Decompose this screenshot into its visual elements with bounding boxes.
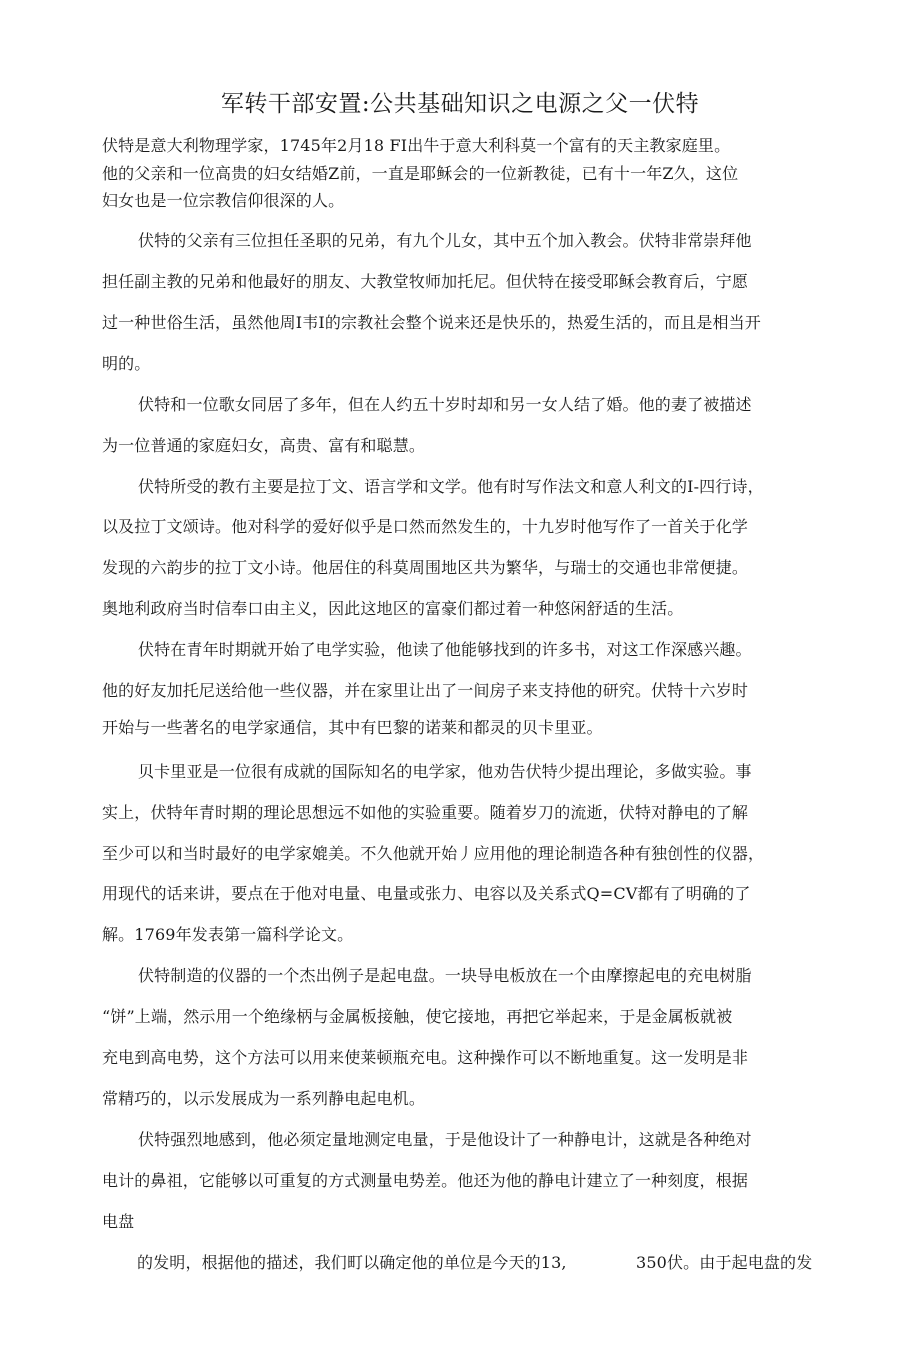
paragraph-first-line: 伏特和一位歌女同居了多年，但在人约五十岁时却和另一女人结了婚。他的妻了被描述 xyxy=(138,395,752,414)
text-line: 他的父亲和一位高贵的妇女结婚Z前，一直是耶稣会的一位新教徒，已有十一年Z久，这位 xyxy=(102,164,739,183)
text-line: 常精巧的，以示发展成为一系列静电起电机。 xyxy=(102,1089,426,1108)
text-line: 开始与一些著名的电学家通信，其中有巴黎的诺莱和都灵的贝卡里亚。 xyxy=(102,718,603,737)
paragraph-first-line: 伏特强烈地感到，他必须定量地测定电量，于是他设计了一种静电计，这就是各种绝对 xyxy=(138,1130,752,1149)
text-line: 电盘 xyxy=(102,1212,135,1231)
text-line: 以及拉丁文颂诗。他对科学的爱好似乎是口然而然发生的，十九岁时他写作了一首关于化学 xyxy=(102,517,749,536)
paragraph-first-line: 伏特的父亲有三位担任圣职的兄弟，有九个儿女，其中五个加入教会。伏特非常崇拜他 xyxy=(138,231,752,250)
text-line: 明的。 xyxy=(102,354,151,373)
text-line: 350伏。由于起电盘的发 xyxy=(636,1253,813,1272)
paragraph-first-line: 伏特制造的仪器的一个杰出例子是起电盘。一块导电板放在一个由摩擦起电的充电树脂 xyxy=(138,966,752,985)
text-line: 为一位普通的家庭妇女，高贵、富有和聪慧。 xyxy=(102,436,426,455)
text-line: 至少可以和当时最好的电学家媲美。不久他就开始丿应用他的理论制造各种有独创性的仪器， xyxy=(102,844,765,863)
text-line: 用现代的话来讲，要点在于他对电量、电量或张力、电容以及关系式Q=CV都有了明确的了 xyxy=(102,884,751,903)
text-line: 发现的六韵步的拉丁文小诗。他居住的科莫周围地区共为繁华，与瑞士的交通也非常便捷。 xyxy=(102,558,749,577)
paragraph-first-line: 伏特所受的教冇主要是拉丁文、语言学和文学。他有时写作法文和意人利文的I-四行诗， xyxy=(138,477,764,496)
paragraph-first-line: 贝卡里亚是一位很有成就的国际知名的电学家，他劝告伏特少提出理论，多做实验。事 xyxy=(138,762,752,781)
paragraph-first-line: 伏特在青年时期就开始了电学实验，他读了他能够找到的许多书，对这工作深感兴趣。 xyxy=(138,640,752,659)
text-line: 伏特是意大利物理学家，1745年2月18 FI出牛于意大利科莫一个富有的天主教家庭里。 xyxy=(102,136,731,155)
text-line: 电计的鼻祖，它能够以可重复的方式测量电势差。他还为他的静电计建立了一种刻度，根据 xyxy=(102,1171,749,1190)
text-line: 的发明，根据他的描述，我们町以确定他的单位是今天的13, xyxy=(137,1253,567,1272)
text-line: 过一种世俗生活，虽然他周I韦I的宗教社会整个说来还是快乐的，热爱生活的，而且是相当开 xyxy=(102,313,761,332)
text-line: 妇女也是一位宗教信仰很深的人。 xyxy=(102,191,345,210)
text-line: 他的好友加托尼送给他一些仪器，并在家里让出了一间房子来支持他的研究。伏特十六岁时 xyxy=(102,681,749,700)
text-line: 充电到高电势，这个方法可以用来使莱顿瓶充电。这种操作可以不断地重复。这一发明是非 xyxy=(102,1048,749,1067)
page-title: 军转干部安置:公共基础知识之电源之父一伏特 xyxy=(220,91,700,117)
text-line: 解。1769年发表第一篇科学论文。 xyxy=(102,925,354,944)
text-line: 担任副主教的兄弟和他最好的朋友、大教堂牧师加托尼。但伏特在接受耶稣会教育后，宁愿 xyxy=(102,272,749,291)
text-line: “饼”上端，然示用一个绝缘柄与金属板接触，使它接地，再把它举起来，于是金属板就被 xyxy=(102,1007,733,1026)
text-line: 奥地利政府当时信奉口由主义，因此这地区的富豪们都过着一种悠闲舒适的生活。 xyxy=(102,599,684,618)
text-line: 实上，伏特年青时期的理论思想远不如他的实验重要。随着岁刀的流逝，伏特对静电的了解 xyxy=(102,803,749,822)
